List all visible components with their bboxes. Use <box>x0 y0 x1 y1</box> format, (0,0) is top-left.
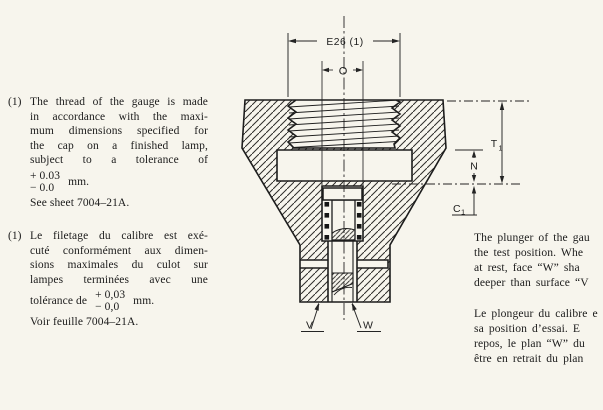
tolerance-plus: + 0,03 <box>95 289 126 302</box>
footnote-fr <box>8 229 208 330</box>
dim-label-e26: E26 (1) <box>326 37 364 48</box>
text-line: in accordance with the maxi- <box>30 110 208 123</box>
text-line: être en retrait du plan <box>474 352 584 365</box>
tolerance-plus: + 0.03 <box>30 169 61 182</box>
plunger-bore-walls <box>332 241 353 302</box>
face-label-v: V <box>306 319 314 332</box>
dim-label-t1-subscript: 1 <box>498 143 503 153</box>
footnote-marker: (1) <box>8 96 22 108</box>
text-line: repos, le plan “W” du <box>474 337 585 350</box>
plunger-tip-section <box>332 273 353 292</box>
tolerance-minus: − 0.0 <box>30 181 55 194</box>
text-line: the test position. Whe <box>474 246 584 259</box>
text-line: sa position d’essai. E <box>474 322 581 335</box>
text-line: cuté conformément aux dimen- <box>30 244 208 257</box>
plunger-note-en <box>474 230 590 290</box>
text-line: the cap on a finished lamp, <box>30 139 208 152</box>
tolerance-unit: mm. <box>68 175 90 188</box>
dimension-n <box>455 150 483 182</box>
text-line: subject to a tolerance of <box>30 154 208 167</box>
dimension-o <box>322 61 363 185</box>
dim-label-t1: T <box>490 138 498 150</box>
text-line: Le filetage du calibre est exé- <box>30 230 208 242</box>
text-line: The thread of the gauge is made <box>30 96 208 108</box>
tolerance-unit: mm. <box>133 295 155 308</box>
plunger-note-fr <box>474 306 598 366</box>
text-line: sions maximales du culot sur <box>30 259 208 272</box>
text-line: The plunger of the gau <box>474 231 590 244</box>
text-line: deeper than surface “V <box>474 276 589 289</box>
dim-label-n: N <box>470 160 478 173</box>
text-line: at rest, face “W” sha <box>474 261 580 274</box>
face-label-w: W <box>363 319 373 332</box>
text-line: mum dimensions specified for <box>30 125 208 138</box>
tolerance-minus: − 0,0 <box>95 301 120 314</box>
sheet-reference: Voir feuille 7004–21A. <box>30 316 139 329</box>
footnote-marker: (1) <box>8 230 22 242</box>
tolerance-intro: tolérance de <box>30 295 88 308</box>
dim-label-o: O <box>338 65 348 78</box>
tolerance-row <box>30 168 208 196</box>
text-line: Le plongeur du calibre e <box>474 307 598 320</box>
text-line: lampes terminées avec une <box>30 273 208 286</box>
dim-label-c1-subscript: 1 <box>461 207 466 217</box>
tolerance-row <box>30 287 208 315</box>
footnote-en <box>8 95 208 211</box>
plunger-head <box>323 188 362 200</box>
dim-label-c1: C <box>453 203 461 215</box>
sheet-reference: See sheet 7004–21A. <box>30 196 130 209</box>
